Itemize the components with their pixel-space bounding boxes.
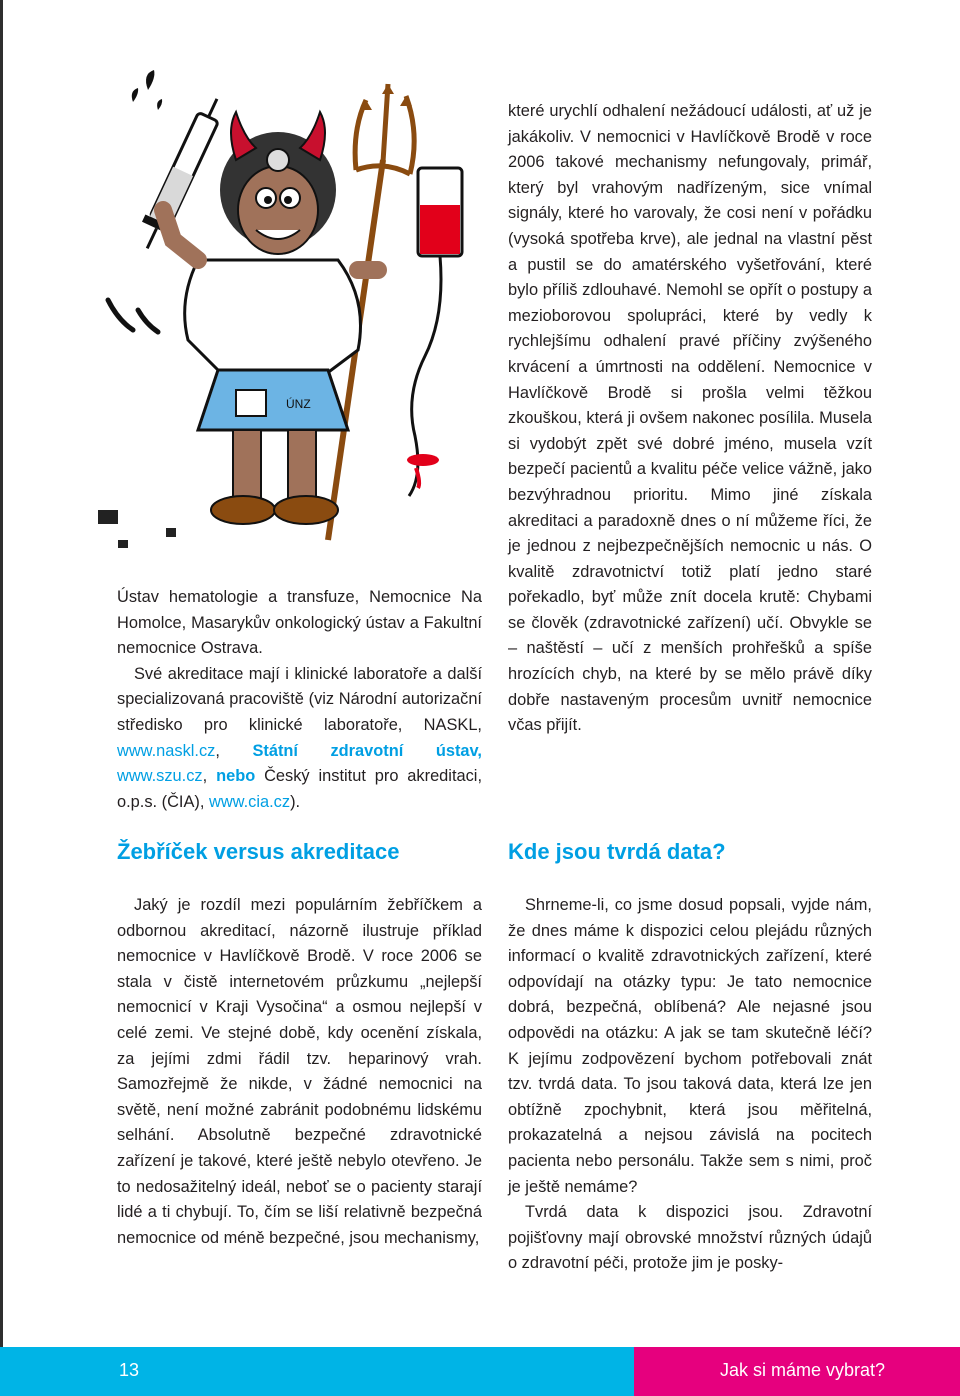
page-number: 13 [119, 1360, 140, 1380]
left-column [117, 585, 482, 815]
footer-cyan-bar [0, 1347, 634, 1396]
right-paragraph-2: Shrneme-li, co jsme dosud popsali, vyjde nám, že dnes máme k dispozici celou plejádu různých informací o kvalitě zdravotnických zařízení, které odpovídají na otázky typu: Je tato nemocnice dobrá, bezpečná, oblíbená? Ale nejasné jsou odpovědi na otázku: A jak se tam skutečně léčí? K jejímu zodpovězení bychom potřebovali znát tzv. tvrdá data. To jsou taková data, která lze jen obtížně zpochybnit, která jsou měřitelná, prokazatelná a nejsou závislá na pocitech pacienta nebo personálu. Takže sem s nimi, proč je ještě nemáme? [508, 896, 872, 1196]
p2-text-end: ). [290, 792, 301, 811]
p2-separator-1: , [215, 741, 253, 760]
unz-badge: ÚNZ [286, 397, 311, 411]
right-paragraph-1: které urychlí odhalení nežádoucí události, ať už je jakákoliv. V nemocnici v Havlíčkově Brodě v roce 2006 takové mechanismy nefungovaly, primář, který byl vrahovým nadřízeným, sice vnímal signály, které ho varovaly, že cosi není v pořádku (vysoká spotřeba krve), ale jednal na vlastní pěst a pustil se do amatérského vyšetřování, které bylo příliš zdlouhavé. Nemohl se opřít o postupy a mezioborovou spolupráci, které by vedly k rychlejšímu odhalení pravé příčiny zvýšeného krvácení a úmrtnosti na oddělení. Nemocnice v Havlíčkově Brodě si prošla velmi těžkou zkouškou, která ji ovšem nakonec posílila. Musela si vydobýt zpět své dobré jméno, musela vzít bezpečí pacientů a kvalitu péče velice vážně, jako bezvýhradnou prioritu. Mimo jiné získala akreditaci a paradoxně dnes o ní můžeme říci, že je jednou z nejbezpečnějších nemocnic u nás. O kvalitě zdravotnictví totiž platí jedno staré pořekadlo, byť může znít docela krutě: Chybami se člověk (zdravotnické zařízení) učí. Obvykle se – naštěstí – učí z menších prohřešků a spíše hrozících chyb, na které by se mělo právě díky dobře nastaveným procesům uvnitř nemocnice včas přijít. [508, 102, 872, 735]
left-paragraph-2 [117, 662, 482, 816]
left-column-body [117, 893, 482, 1251]
right-paragraph-3: Tvrdá data k dispozici jsou. Zdravotní pojišťovny mají obrovské množství různých údajů o zdravotní péči, protože jim je posky- [508, 1203, 872, 1273]
p2-text-start: Své akreditace mají i klinické laboratoře a další specializovaná pracoviště (viz Národní autorizační středisko pro klinické laboratoře, NASKL, [117, 664, 482, 734]
cia-name: Český institut pro akreditaci, o.p.s. (ČIA), [117, 767, 483, 811]
footer-title: Jak si máme vybrat? [719, 1360, 885, 1380]
heading-zebricek: Žebříček versus akreditace [117, 839, 400, 864]
right-column-body [508, 893, 872, 1277]
page-edge [0, 0, 3, 1347]
naskl-link[interactable]: www.naskl.cz [117, 741, 216, 760]
page-footer [0, 1347, 960, 1396]
left-paragraph-3: Jaký je rozdíl mezi populárním žebříčkem a odbornou akreditací, názorně ilustruje příklad nemocnice v Havlíčkově Brodě. V roce 2006 se stala v čistě internetovém průzkumu „nejlepší nemocnicí v Kraji Vysočina“ a osmou nejlepší v celé zemi. Ve stejné době, kdy ocenění získala, za jejími zdmi řádil tzv. heparinový vrah. Samozřejmě že nikde, v žádné nemocnici na světě, není možné zabránit podobnému lidskému selhání. Absolutně bezpečné zdravotnické zařízení je takové, které ještě nebylo otevřeno. Je to nedosažitelný ideál, neboť se o pacienty starají lidé a ti chybují. To, čím se liší relativně bezpečná nemocnice od méně bezpečné, jsou mechanismy, [117, 896, 482, 1247]
devil-doctor-illustration [88, 70, 488, 560]
heading-tvrda-data: Kde jsou tvrdá data? [508, 839, 726, 864]
left-paragraph-1: Ústav hematologie a transfuze, Nemocnice Na Homolce, Masarykův onkologický ústav a Fakultní nemocnice Ostrava. [117, 588, 482, 658]
szu-name: Státní zdravotní ústav, [252, 741, 482, 760]
szu-link[interactable]: www.szu.cz [117, 767, 203, 786]
right-column [508, 99, 872, 739]
p2-separator-2: , [202, 767, 217, 786]
nebo-word: nebo [216, 767, 265, 786]
cia-link[interactable]: www.cia.cz [209, 792, 291, 811]
